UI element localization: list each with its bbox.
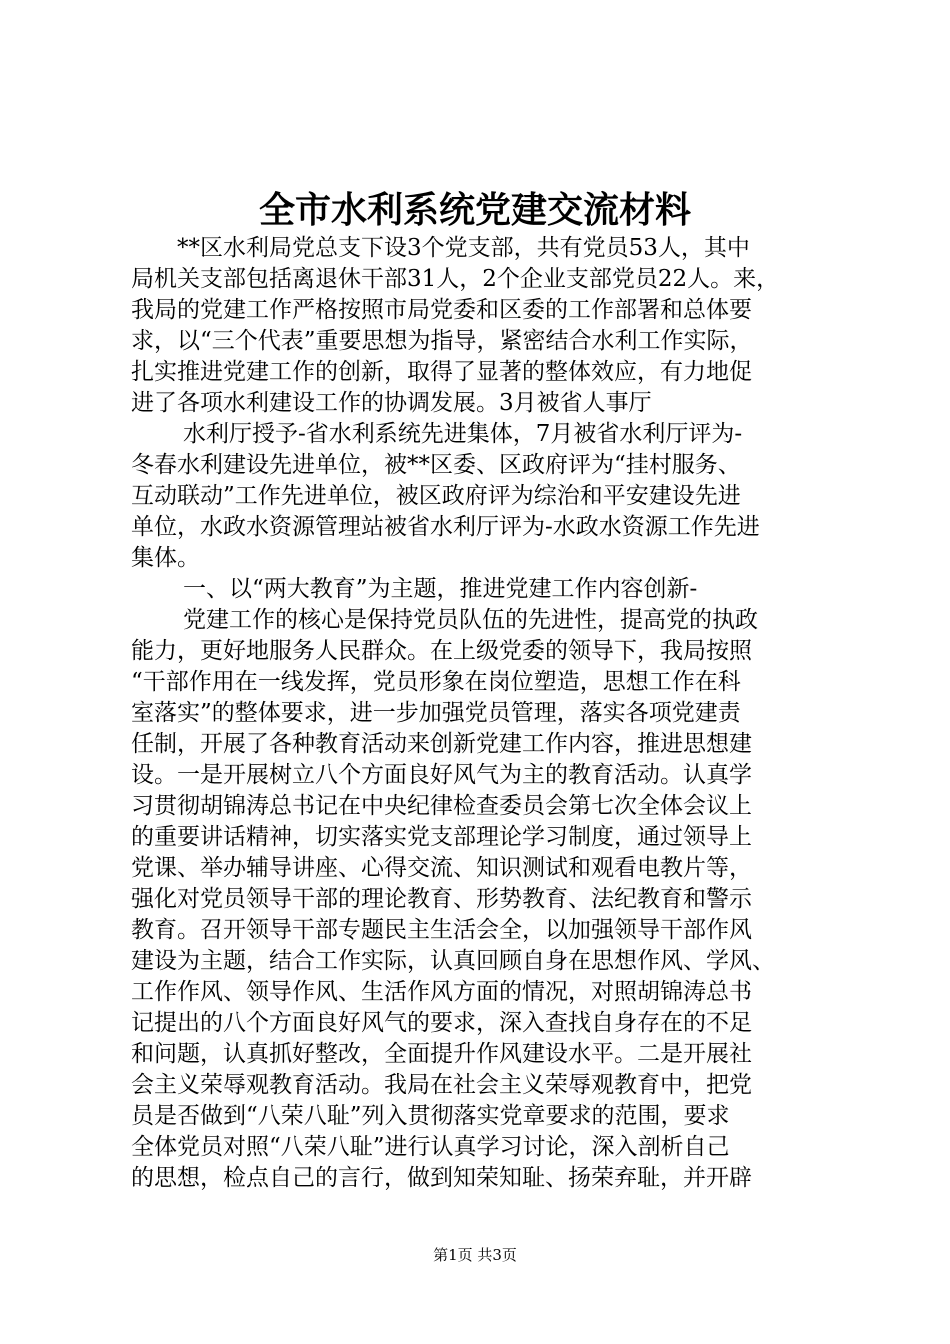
body-line: **区水利局党总支下设3个党支部，共有党员53人，其中 xyxy=(177,235,750,261)
body-line: 的重要讲话精神，切实落实党支部理论学习制度，通过领导上 xyxy=(131,824,752,850)
body-line: 冬春水利建设先进单位，被**区委、区政府评为“挂村服务、 xyxy=(131,452,741,478)
document-body xyxy=(131,233,831,1194)
body-line: 强化对党员领导干部的理论教育、形势教育、法纪教育和警示 xyxy=(131,886,752,912)
body-line: 我局的党建工作严格按照市局党委和区委的工作部署和总体要 xyxy=(131,297,752,323)
body-line: 工作作风、领导作风、生活作风方面的情况，对照胡锦涛总书 xyxy=(131,979,752,1005)
page-footer: 第1页 共3页 xyxy=(433,1246,517,1264)
section-heading: 一、以“两大教育”为主题，推进党建工作内容创新- xyxy=(183,576,698,602)
document-title: 全市水利系统党建交流材料 xyxy=(258,189,691,231)
body-line: 扎实推进党建工作的创新，取得了显著的整体效应，有力地促 xyxy=(131,359,752,385)
body-line: 进了各项水利建设工作的协调发展。3月被省人事厅 xyxy=(131,390,652,416)
body-line: 求，以“三个代表”重要思想为指导，紧密结合水利工作实际， xyxy=(131,328,753,354)
body-line: “干部作用在一线发挥，党员形象在岗位塑造，思想工作在科 xyxy=(131,669,741,695)
body-line: 和问题，认真抓好整改，全面提升作风建设水平。二是开展社 xyxy=(131,1041,752,1067)
body-line: 党建工作的核心是保持党员队伍的先进性，提高党的执政 xyxy=(183,607,758,633)
body-line: 水利厅授予-省水利系统先进集体，7月被省水利厅评为- xyxy=(183,421,743,447)
body-line: 记提出的八个方面良好风气的要求，深入查找自身存在的不足 xyxy=(131,1010,752,1036)
body-line: 互动联动”工作先进单位，被区政府评为综治和平安建设先进 xyxy=(131,483,741,509)
body-line: 设。一是开展树立八个方面良好风气为主的教育活动。认真学 xyxy=(131,762,752,788)
body-line: 集体。 xyxy=(131,545,200,571)
body-line: 室落实”的整体要求，进一步加强党员管理，落实各项党建责 xyxy=(131,700,741,726)
body-line: 的思想，检点自己的言行，做到知荣知耻、扬荣弃耻，并开辟 xyxy=(131,1165,752,1191)
body-line: 教育。召开领导干部专题民主生活会全，以加强领导干部作风 xyxy=(131,917,752,943)
body-line: 全体党员对照“八荣八耻”进行认真学习讨论，深入剖析自己 xyxy=(131,1134,730,1160)
body-line: 员是否做到“八荣八耻”列入贯彻落实党章要求的范围，要求 xyxy=(131,1103,730,1129)
body-line: 习贯彻胡锦涛总书记在中央纪律检查委员会第七次全体会议上 xyxy=(131,793,752,819)
body-line: 任制，开展了各种教育活动来创新党建工作内容，推进思想建 xyxy=(131,731,752,757)
body-line: 单位，水政水资源管理站被省水利厅评为-水政水资源工作先进 xyxy=(131,514,760,540)
body-line: 会主义荣辱观教育活动。我局在社会主义荣辱观教育中，把党 xyxy=(131,1072,752,1098)
body-line: 党课、举办辅导讲座、心得交流、知识测试和观看电教片等， xyxy=(131,855,752,881)
body-line: 能力，更好地服务人民群众。在上级党委的领导下，我局按照 xyxy=(131,638,752,664)
body-line: 建设为主题，结合工作实际，认真回顾自身在思想作风、学风、 xyxy=(131,948,775,974)
body-line: 局机关支部包括离退休干部31人，2个企业支部党员22人。来， xyxy=(131,266,780,292)
